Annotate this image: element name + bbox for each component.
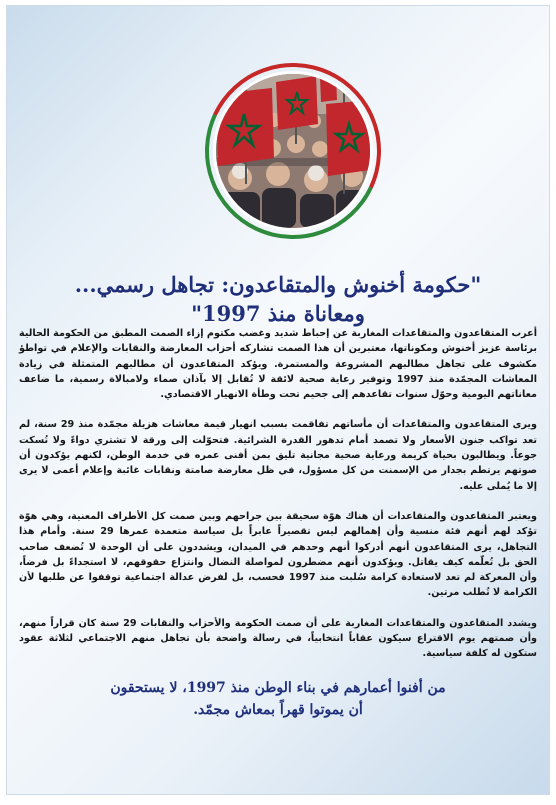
protest-photo [216,74,370,228]
closing-line-2: أن يموتوا قهراً بمعاش مجمّد. [193,701,363,718]
closing-statement [19,677,537,721]
title-line-1: "حكومة أخنوش والمتقاعدون: تجاهل رسمي... [74,272,482,297]
title-line-2: ومعاناة منذ 1997" [191,301,365,326]
paragraph-4: ويشدد المتقاعدون والمتقاعدات المغاربة على أن صمت الحكومة والأحزاب والنقابات 29 سنة كان قراراً منهم، وأن صمتهم يوم الاقتراع سيكون عقاباً انتخابياً، في رسالة واضحة بأن تجاهل منهم الاجتماعي لثلاثة عقود ستكون له كلفة سياسية. [19,617,538,660]
paragraph-3: ويعتبر المتقاعدون والمتقاعدات أن هناك هوّة سحيقة بين جراحهم وبين صمت كل الأطراف المعنية، وهي هوّة تؤكد لهم أنهم فئة منسية وأن إهمالهم ليس تقصيراً عابراً بل سياسة متعمدة عمرها 29 سنة. وأمام هذا التجاهل، يرى المتقاعدون أنهم أدركوا أنهم وحدهم في الميدان، ويشددون على أن الوحدة لا تُضعف صاحب الحق بل تُعلّمه كيف يقاتل. ويؤكدون أنهم مضطرون لمواصلة النضال وانتزاع حقوقهم، لا استجداءً بل فرضاً، وأن المعركة لم تعد لاستعادة كرامة سُلبت منذ 1997 فحسب، بل لفرض عدالة اجتماعية توقفوا عن طلبها لأن الكرامة لا تُطلب مرتين. [19,510,537,599]
paragraph-1: أعرب المتقاعدون والمتقاعدات المغاربة عن إحباط شديد وغضب مكتوم إزاء الصمت المطبق من الحكومة الحالية برئاسة عزيز أخنوش ومكوناتها، معتبرين أن هذا الصمت تشاركه أحزاب المعارضة والنقابات والإعلام في تواطؤ مكشوف على تجاهل مطالبهم المشروعة والمستمرة. ويؤكد المتقاعدون أن مطالبهم المتمثلة في زيادة المعاشات المجمّدة منذ 1997 وتوفير رعاية صحية لائقة لا تُقابل إلا بآذان صماء ولامبالاة رسمية، ما ضاعف معاناتهم اليومية وحوّل سنوات تقاعدهم إلى جحيم تحت وطأة الانهيار الاقتصادي. [19,328,538,401]
protest-illustration [216,74,370,228]
closing-line-1: من أفنوا أعمارهم في بناء الوطن منذ 1997، لا يستحقون [110,679,446,696]
article-body [19,326,537,721]
paragraph-2: ويرى المتقاعدون والمتقاعدات أن مأساتهم تفاقمت بسبب انهيار قيمة معاشات هزيلة مجمّدة منذ 29 سنة، لم تعد تواكب جنون الأسعار ولا تصمد أمام تدهور القدرة الشرائية. فتحوّلت إلى ورقة لا تشتري دواءً ولا تُسكت جوعاً. ويطالبون بحياة كريمة ورعاية صحية مجانية تليق بمن أفنى عمره في خدمة الوطن، لكنهم يؤكدون أن صوتهم يرتطم بجدار من الإسمنت من كل مسؤول، في ظل معارضة صامتة ونقابات غائبة وإعلام أعمى لا يرى إلا ما يُملى عليه. [19,419,537,492]
page-title [27,270,529,328]
poster [6,5,550,795]
